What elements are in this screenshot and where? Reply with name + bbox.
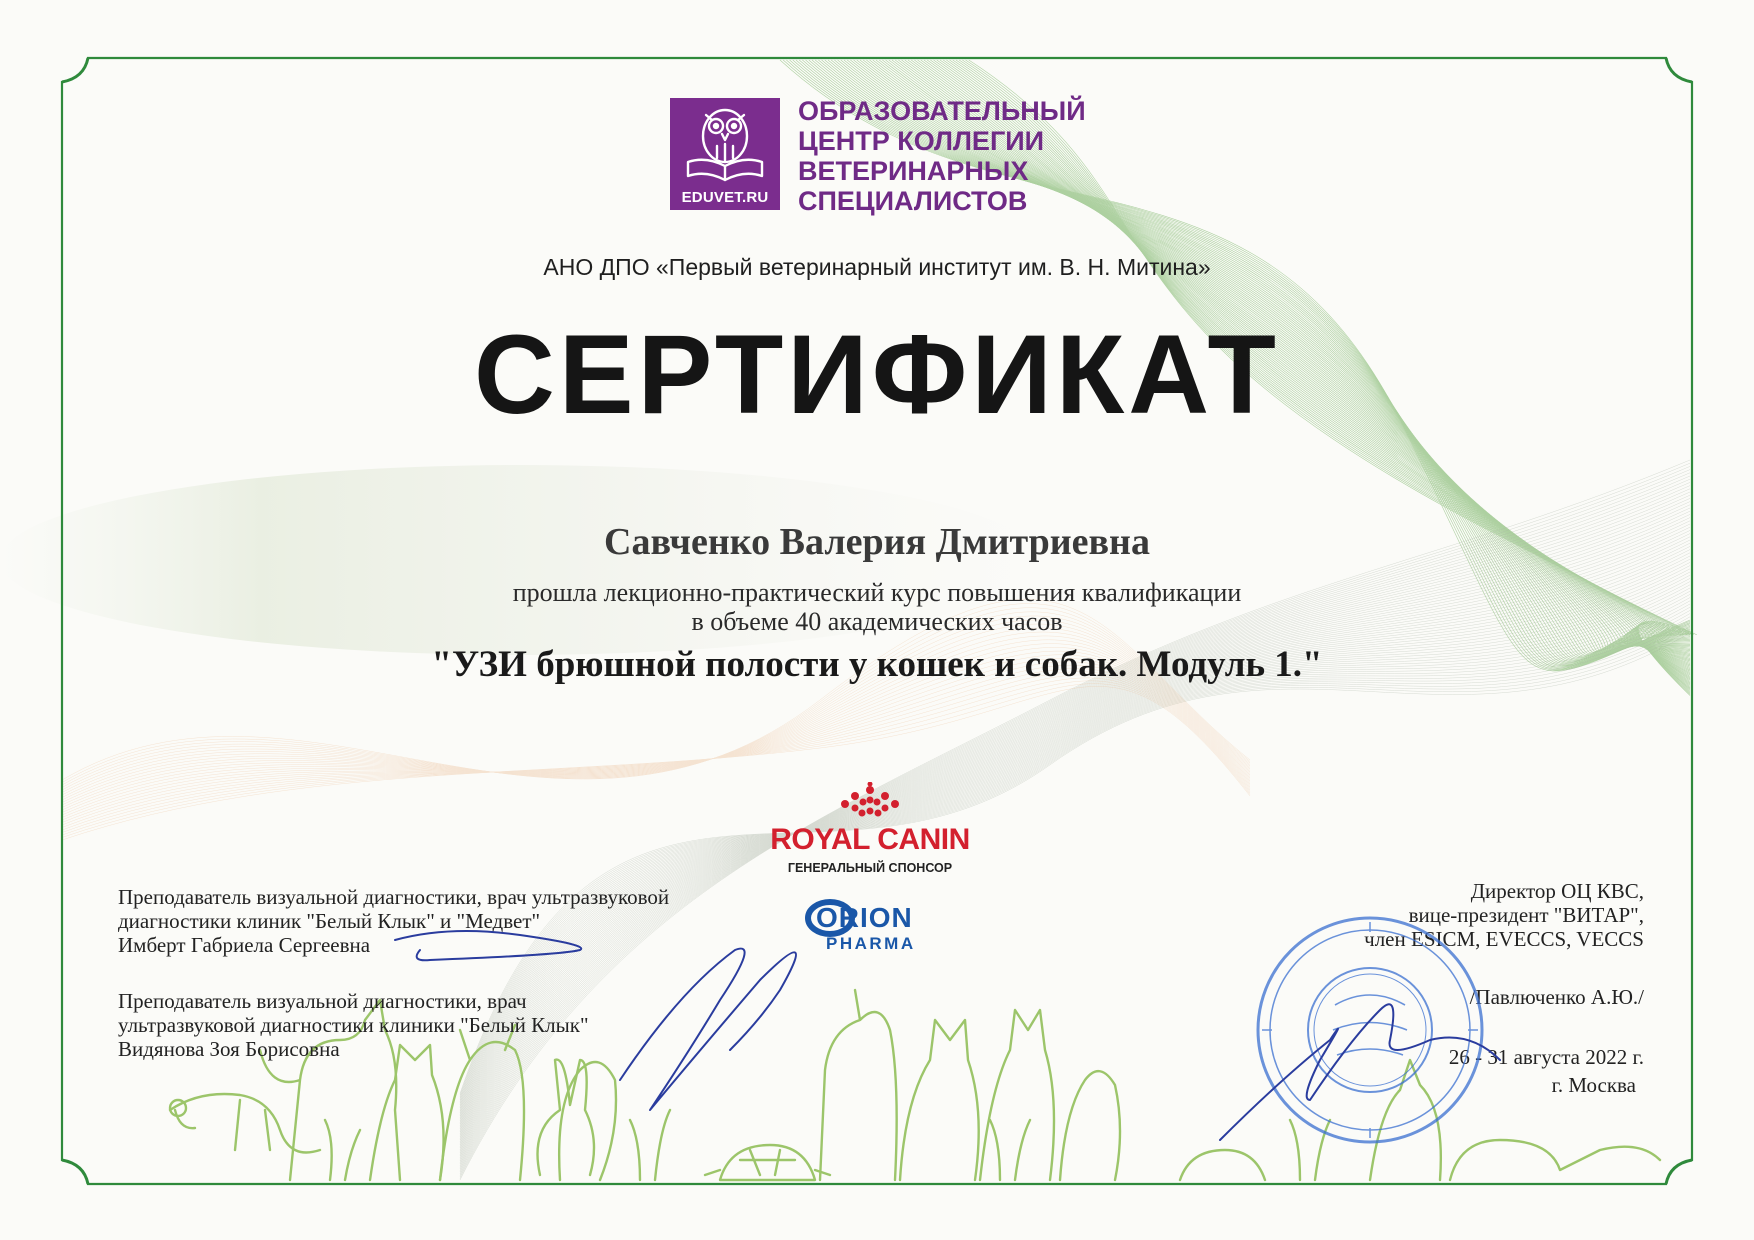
org-name-line: ЦЕНТР КОЛЛЕГИИ — [798, 126, 1045, 156]
org-name-line: ВЕТЕРИНАРНЫХ — [798, 156, 1029, 186]
royal-canin-logo: ROYAL CANIN — [770, 823, 970, 856]
teacher1-name: Имберт Габриела Сергеевна — [118, 933, 371, 957]
certificate-title: СЕРТИФИКАТ — [474, 312, 1280, 437]
director-title-line2: вице-президент "ВИТАР", — [1408, 903, 1644, 927]
course-dates: 26 - 31 августа 2022 г. — [1448, 1045, 1644, 1069]
director-title-line3: член ESICM, EVECCS, VECCS — [1364, 927, 1644, 951]
orion-text: ORION — [816, 902, 913, 933]
course-title: "УЗИ брюшной полости у кошек и собак. Модуль 1." — [431, 644, 1323, 685]
teacher2-title-line1: Преподаватель визуальной диагностики, врач — [118, 989, 527, 1013]
institute-name: АНО ДПО «Первый ветеринарный институт им. В. Н. Митина» — [543, 254, 1211, 280]
teacher1-title-line2: диагностики клиник "Белый Клык" и "Медвет" — [118, 909, 541, 933]
course-description-line2: в объеме 40 академических часов — [691, 607, 1063, 636]
course-city: г. Москва — [1551, 1073, 1636, 1097]
recipient-name: Савченко Валерия Дмитриевна — [604, 521, 1150, 563]
org-name-line: СПЕЦИАЛИСТОВ — [798, 186, 1028, 216]
logo-caption: EDUVET.RU — [681, 189, 769, 206]
teacher1-title-line1: Преподаватель визуальной диагностики, врач ультразвуковой — [118, 885, 670, 909]
teacher2-title-line2: ультразвуковой диагностики клиники "Белый Клык" — [118, 1013, 589, 1037]
director-title-line1: Директор ОЦ КВС, — [1470, 879, 1644, 903]
director-name: /Павлюченко А.Ю./ — [1469, 985, 1644, 1009]
course-description-line1: прошла лекционно-практический курс повышения квалификации — [512, 578, 1242, 607]
orion-pharma-caption: PHARMA — [826, 934, 916, 953]
teacher2-name: Видянова Зоя Борисовна — [118, 1037, 340, 1061]
general-sponsor-caption: ГЕНЕРАЛЬНЫЙ СПОНСОР — [787, 861, 953, 875]
org-name-line: ОБРАЗОВАТЕЛЬНЫЙ — [798, 96, 1086, 126]
